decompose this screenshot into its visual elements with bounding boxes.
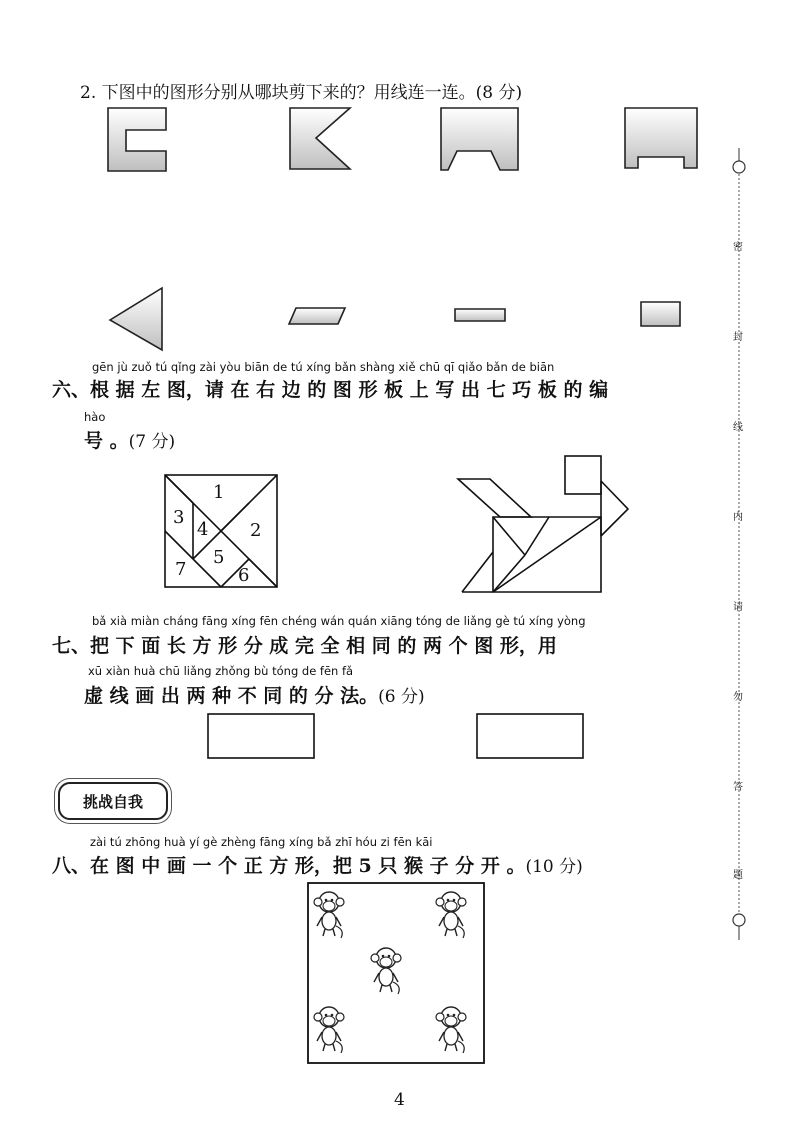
side-char: 内 [733, 512, 743, 523]
piece-thin-rectangle[interactable] [455, 309, 505, 321]
piece-rectangle[interactable] [641, 302, 680, 326]
side-char: 题 [733, 870, 743, 881]
side-char: 密 [733, 242, 743, 253]
challenge-badge: 挑战自我 [58, 782, 168, 820]
rectangle-right[interactable] [477, 714, 583, 758]
cutout-shape-3[interactable] [441, 108, 518, 170]
tangram-number: 5 [213, 547, 225, 568]
tangram-figure[interactable] [458, 456, 628, 592]
q8-text-line-1: 八、在 图 中 画 一 个 正 方 形，把 5 只 猴 子 分 开 。(10 分) [52, 855, 583, 877]
tangram-number: 2 [250, 520, 262, 541]
piece-triangle[interactable] [110, 288, 162, 350]
q6-text-line-2: 号 。(7 分) [84, 430, 176, 452]
tangram-number: 7 [175, 559, 187, 580]
q6-text-line-1: 六、根 据 左 图，请 在 右 边 的 图 形 板 上 写 出 七 巧 板 的 编 [52, 379, 609, 401]
q7-text-line-1: 七、把 下 面 长 方 形 分 成 完 全 相 同 的 两 个 图 形，用 [52, 635, 557, 657]
monkey-box[interactable] [308, 883, 484, 1063]
q7-text-line-2: 虚 线 画 出 两 种 不 同 的 分 法。(6 分) [84, 685, 425, 707]
question-2-title: 2. 下图中的图形分别从哪块剪下来的？用线连一连。(8 分) [80, 83, 523, 103]
q8-pinyin-line-1: zài tú zhōng huà yí gè zhèng fāng xíng bǎ zhī hóu zi fēn kāi [90, 835, 433, 849]
tangram-number: 6 [238, 565, 250, 586]
page-number: 4 [394, 1090, 405, 1110]
tangram-number: 1 [213, 482, 225, 503]
binding-hole-top [733, 161, 745, 173]
q7-pinyin-line-2: xū xiàn huà chū liǎng zhǒng bù tóng de fēn fǎ [88, 664, 354, 678]
tangram-number: 4 [197, 519, 209, 540]
q6-pinyin-line-2: hào [84, 410, 106, 424]
cutout-shape-1[interactable] [108, 108, 166, 171]
q8-score: (10 分) [525, 857, 583, 877]
q6-score: (7 分) [128, 432, 176, 452]
cutout-shape-2[interactable] [290, 108, 350, 169]
tangram-number: 3 [173, 507, 185, 528]
rectangle-left[interactable] [208, 714, 314, 758]
side-char: 勿 [733, 692, 743, 703]
side-char: 封 [733, 332, 743, 343]
side-char: 线 [733, 422, 743, 433]
binding-hole-bottom [733, 914, 745, 926]
q7-score: (6 分) [378, 687, 425, 707]
q7-pinyin-line-1: bǎ xià miàn cháng fāng xíng fēn chéng wán quán xiāng tóng de liǎng gè tú xíng yòng [92, 614, 586, 628]
side-char: 请 [733, 602, 743, 613]
q6-pinyin-line-1: gēn jù zuǒ tú qǐng zài yòu biān de tú xíng bǎn shàng xiě chū qī qiǎo bǎn de biān [92, 360, 555, 374]
piece-parallelogram[interactable] [289, 308, 345, 324]
cutout-shape-4[interactable] [625, 108, 697, 168]
side-char: 答 [733, 782, 743, 793]
